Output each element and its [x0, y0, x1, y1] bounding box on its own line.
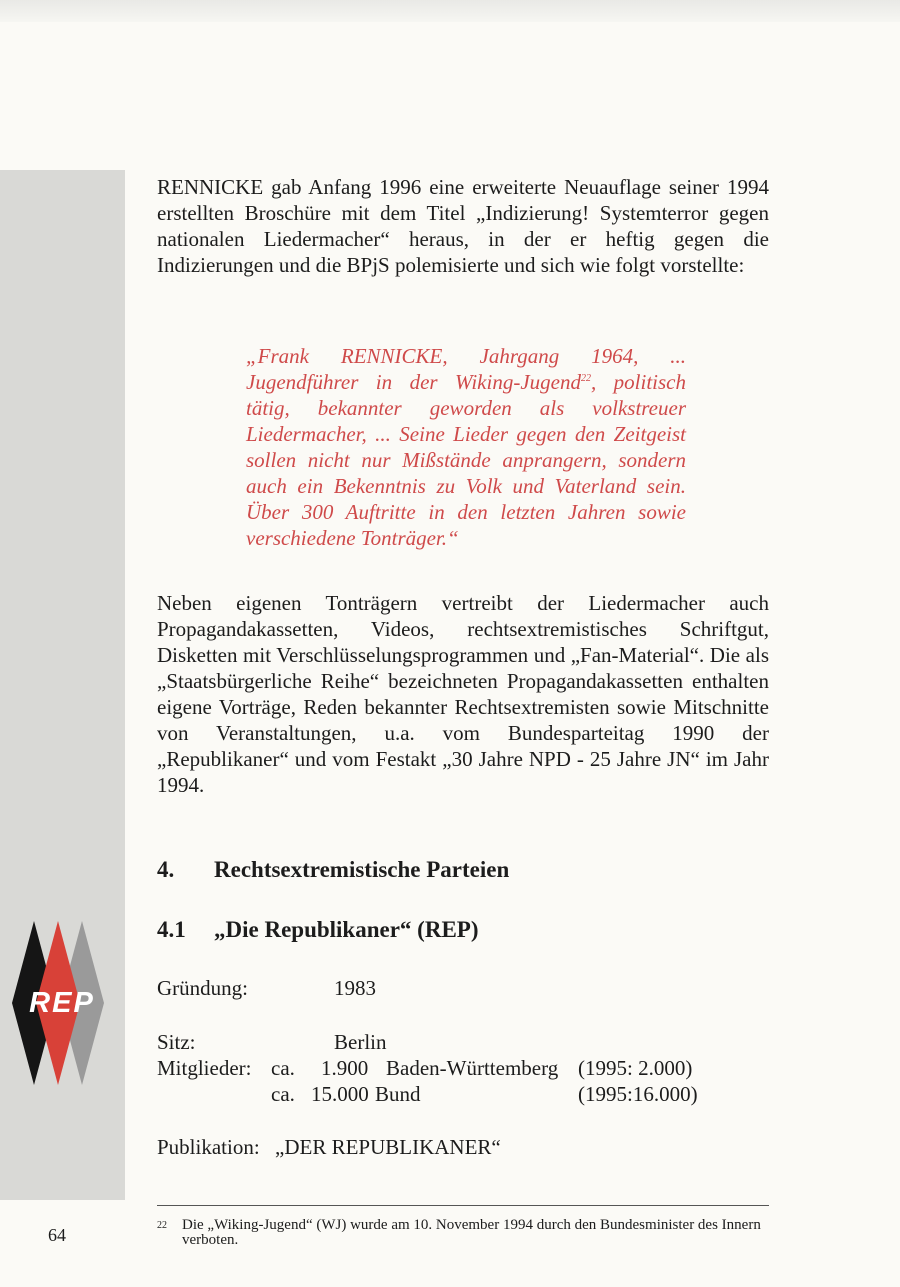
- publication-label: Publikation:: [157, 1135, 260, 1159]
- rep-logo: [8, 918, 120, 1088]
- logo-text: REP: [29, 987, 95, 1019]
- quote-footnote-ref: 22: [580, 373, 591, 384]
- section-title: Rechtsextremistische Parteien: [214, 857, 510, 882]
- member-bund-region: Bund: [375, 1082, 421, 1106]
- seat-value: Berlin: [334, 1030, 387, 1054]
- distribution-paragraph: Neben eigenen Tonträgern vertreibt der Liedermacher auch Propagandakassetten, Videos, rechtsextremistisches Schriftgut, Disketten mit Verschlüsselungsprogrammen und „Fan-Material“. Die als „Staatsbürgerliche Reihe“ bezeichneten Propagandakassetten enthalten eigene Vorträge, Reden bekannter Rechtsextremisten sowie Mitschnitte von Veranstaltungen, u.a. vom Bundesparteitag 1990 der „Republikaner“ und vom Festakt „30 Jahre NPD - 25 Jahre JN“ im Jahr 1994.: [157, 591, 769, 797]
- subsection-number: 4.1: [157, 917, 186, 942]
- intro-paragraph: RENNICKE gab Anfang 1996 eine erweiterte Neuauflage seiner 1994 erstellten Broschüre mit dem Titel „Indizierung! Systemterror gegen nationalen Liedermacher“ heraus, in der er heftig gegen die Indizierungen und die BPjS polemisierte und sich wie folgt vorstellte:: [157, 175, 769, 277]
- member-bw-previous: (1995: 2.000): [578, 1056, 693, 1080]
- member-bw-count: 1.900: [321, 1056, 369, 1080]
- page-top-shadow: [0, 0, 900, 22]
- footnote-marker: 22: [157, 1220, 167, 1231]
- publication-value: „DER REPUBLIKANER“: [275, 1135, 501, 1159]
- footnote-separator: [157, 1205, 769, 1206]
- members-label: Mitglieder:: [157, 1056, 252, 1080]
- member-bw-prefix: ca.: [271, 1056, 295, 1080]
- page-number: 64: [48, 1225, 66, 1245]
- founding-label: Gründung:: [157, 976, 248, 1000]
- footnote: [157, 1218, 769, 1248]
- founding-value: 1983: [334, 976, 376, 1000]
- subsection-heading: [157, 917, 479, 943]
- subsection-title: „Die Republikaner“ (REP): [214, 917, 479, 942]
- member-bund-previous: (1995:16.000): [578, 1082, 698, 1106]
- section-number: 4.: [157, 857, 175, 882]
- quote-text-part2: , politisch tätig, bekannter geworden als volkstreuer Liedermacher, ... Seine Lieder gegen den Zeitgeist sollen nicht nur Mißstände anprangern, sondern auch ein Bekenntnis zu Volk und Vaterland sein. Über 300 Auftritte in den letzten Jahren sowie verschiedene Tonträger.“: [246, 370, 686, 550]
- member-bund-count: 15.000: [311, 1082, 369, 1106]
- member-bw-region: Baden-Württemberg: [386, 1056, 559, 1080]
- section-heading: [157, 857, 509, 883]
- member-bund-prefix: ca.: [271, 1082, 295, 1106]
- rennicke-quote: [246, 343, 686, 551]
- quote-text-part1: „Frank RENNICKE, Jahrgang 1964, ... Jugendführer in der Wiking-Jugend: [246, 344, 686, 394]
- footnote-text: Die „Wiking-Jugend“ (WJ) wurde am 10. November 1994 durch den Bundesminister des Innern verboten.: [182, 1217, 761, 1248]
- seat-label: Sitz:: [157, 1030, 196, 1054]
